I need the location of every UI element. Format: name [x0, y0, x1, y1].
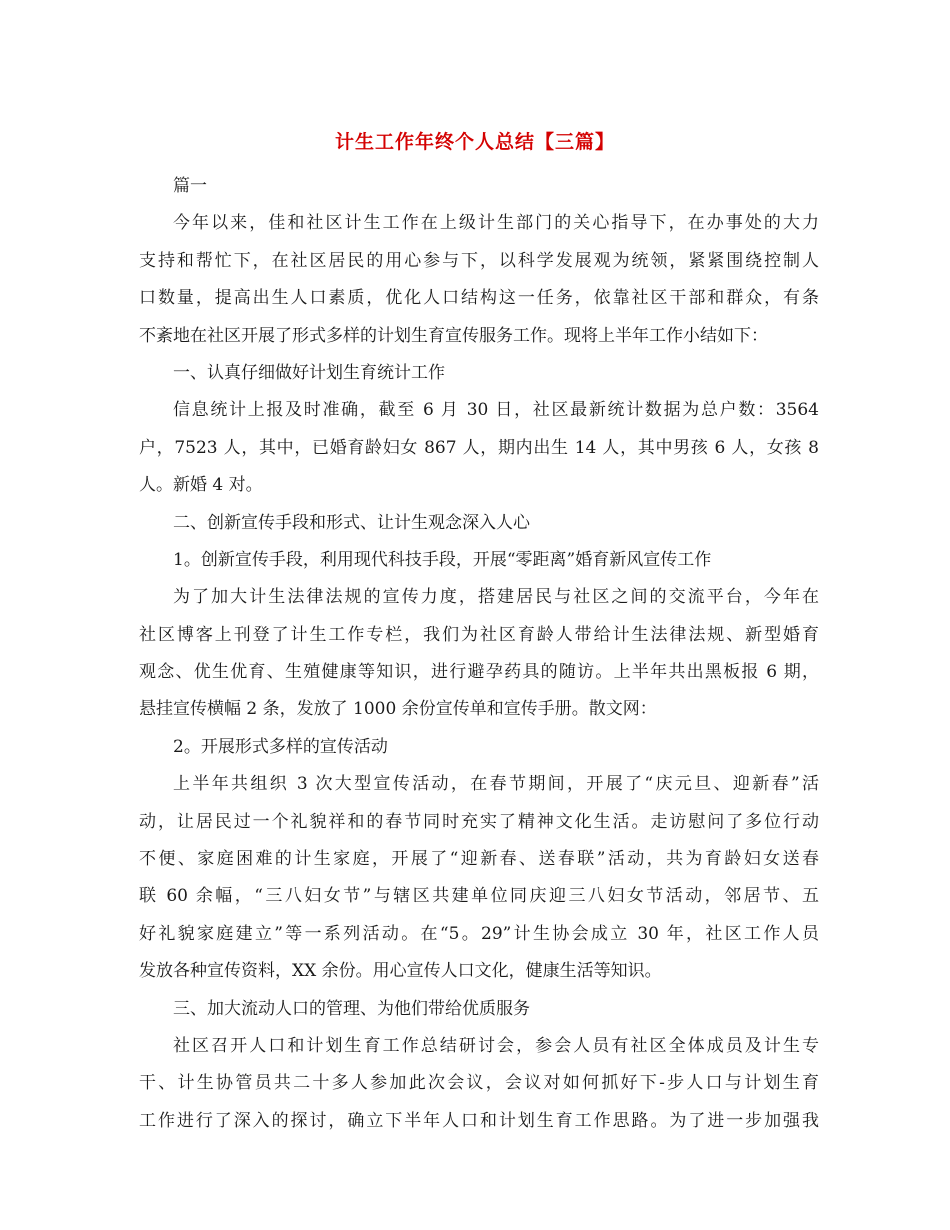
text-line: 不紊地在社区开展了形式多样的计划生育宣传服务工作。现将上半年工作小结如下： — [139, 325, 768, 346]
text-line: 干、计生协管员共二十多人参加此次会议，会议对如何抓好下-步人口与计划生育 — [139, 1073, 819, 1094]
text-line: 1。创新宣传手段，利用现代科技手段，开展“零距离”婚育新风宣传工作 — [173, 549, 712, 570]
text-line: 社区博客上刊登了计生工作专栏，我们为社区育龄人带给计生法律法规、新型婚育 — [139, 624, 819, 645]
text-line: 发放各种宣传资料，XX 余份。用心宣传人口文化，健康生活等知识。 — [139, 961, 662, 982]
document-body — [139, 168, 819, 1140]
text-line: 2。开展形式多样的宣传活动 — [173, 736, 388, 757]
text-line: 支持和帮忙下，在社区居民的用心参与下，以科学发展观为统领，紧紧围绕控制人 — [139, 250, 819, 271]
text-line: 户，7523 人，其中，已婚育龄妇女 867 人，期内出生 14 人，其中男孩 6 人，女孩 8 — [139, 437, 819, 458]
text-line: 三、加大流动人口的管理、为他们带给优质服务 — [173, 998, 530, 1019]
text-line: 观念、优生优育、生殖健康等知识，进行避孕药具的随访。上半年共出黑板报 6 期， — [139, 662, 819, 683]
text-line: 篇一 — [173, 176, 207, 196]
text-line: 工作进行了深入的探讨，确立下半年人口和计划生育工作思路。为了进一步加强我 — [139, 1110, 819, 1131]
text-line: 一、认真仔细做好计划生育统计工作 — [173, 362, 445, 383]
text-line: 人。新婚 4 对。 — [139, 475, 263, 496]
text-line: 社区召开人口和计划生育工作总结研讨会，参会人员有社区全体成员及计生专 — [173, 1035, 819, 1056]
text-line: 今年以来，佳和社区计生工作在上级计生部门的关心指导下，在办事处的大力 — [173, 213, 819, 234]
text-line: 上半年共组织 3 次大型宣传活动，在春节期间，开展了“庆元旦、迎新春”活 — [173, 774, 819, 795]
text-line: 二、创新宣传手段和形式、让计生观念深入人心 — [173, 512, 530, 533]
text-line: 联 60 余幅，“三八妇女节”与辖区共建单位同庆迎三八妇女节活动，邻居节、五 — [139, 886, 819, 907]
text-line: 动，让居民过一个礼貌祥和的春节同时充实了精神文化生活。走访慰问了多位行动 — [139, 811, 819, 832]
text-line: 悬挂宣传横幅 2 条，发放了 1000 余份宣传单和宣传手册。散文网： — [139, 699, 657, 720]
document-title: 计生工作年终个人总结【三篇】 — [334, 131, 615, 153]
text-line: 不便、家庭困难的计生家庭，开展了“迎新春、送春联”活动，共为育龄妇女送春 — [139, 849, 819, 870]
text-line: 为了加大计生法律法规的宣传力度，搭建居民与社区之间的交流平台，今年在 — [173, 587, 819, 608]
text-line: 好礼貌家庭建立”等一系列活动。在“5。29”计生协会成立 30 年，社区工作人员 — [139, 923, 819, 944]
text-line: 口数量，提高出生人口素质，优化人口结构这一任务，依靠社区干部和群众，有条 — [139, 288, 819, 309]
text-line: 信息统计上报及时准确，截至 6 月 30 日，社区最新统计数据为总户数：3564 — [173, 400, 819, 421]
